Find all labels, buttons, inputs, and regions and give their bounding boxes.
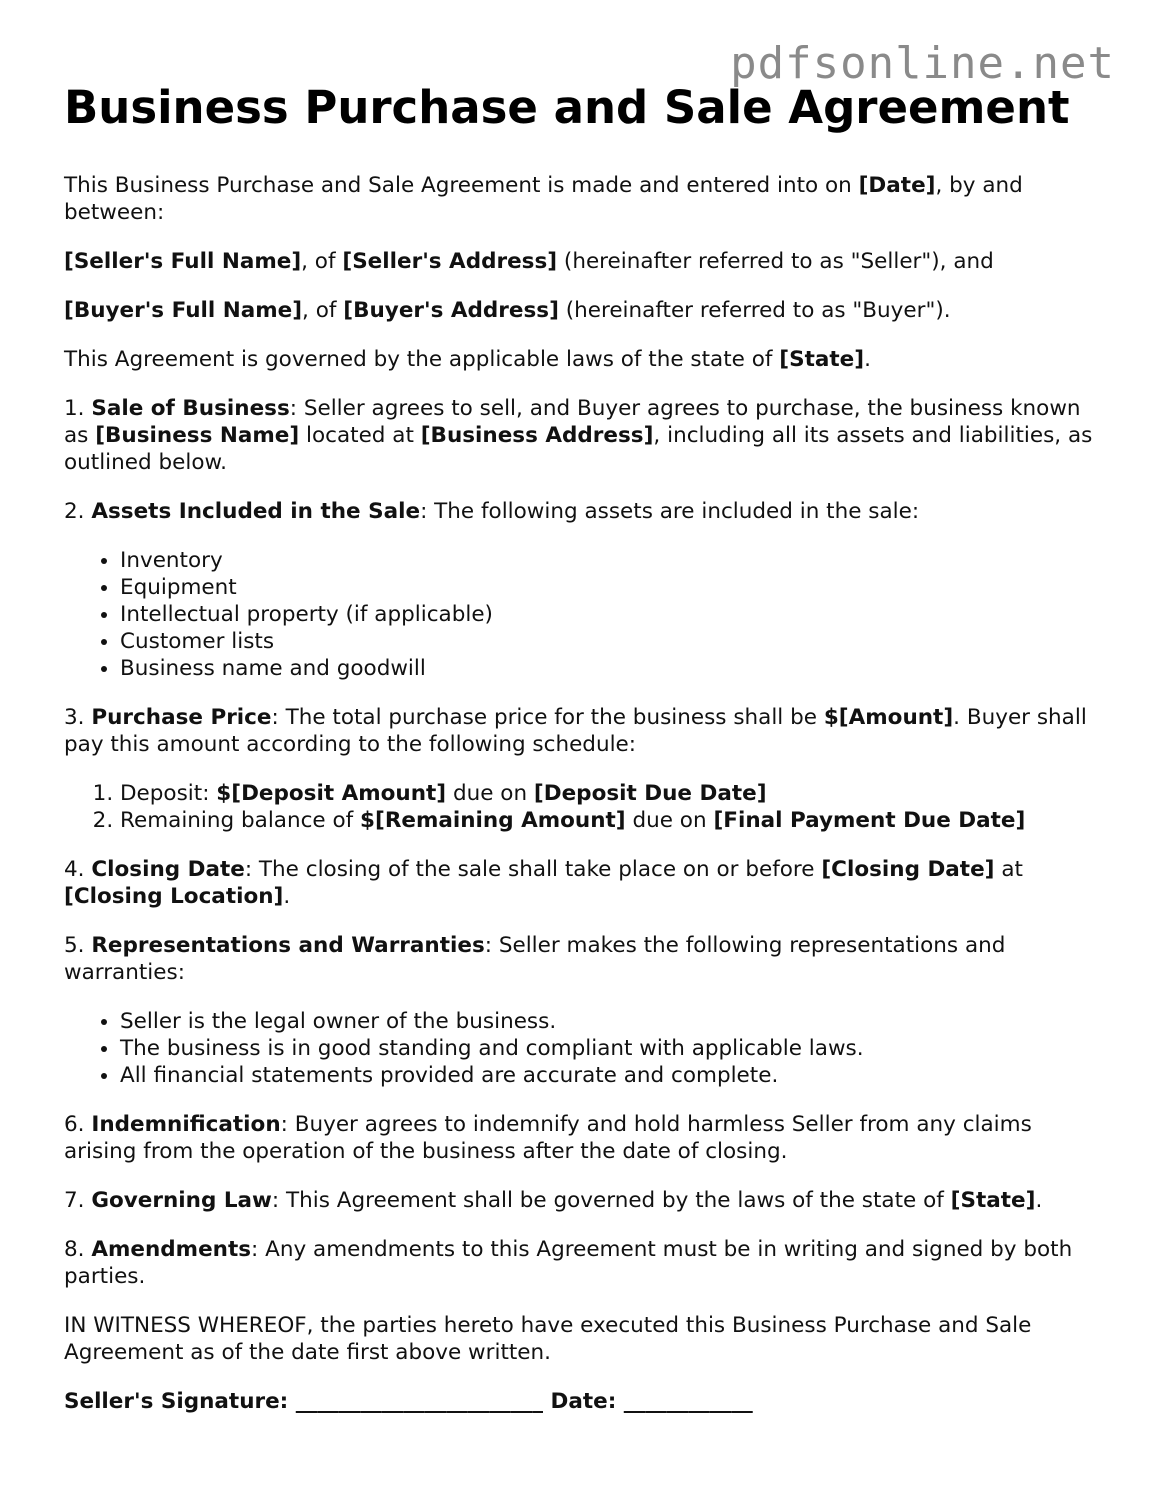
section-governing-law: 7. Governing Law: This Agreement shall be governed by the laws of the state of [State]. — [64, 1188, 1043, 1213]
list-item: 2. Remaining balance of $[Remaining Amount] due on [Final Payment Due Date] — [120, 807, 1094, 834]
list-item: • Customer lists — [120, 628, 1094, 655]
governed-paragraph: This Agreement is governed by the applicable laws of the state of [State]. — [64, 347, 871, 372]
list-item: • The business is in good standing and compliant with applicable laws. — [120, 1035, 1094, 1062]
section-closing-date: 4. Closing Date: The closing of the sale shall take place on or before [Closing Date] at [Closing Location]. — [64, 857, 1023, 909]
list-item: • Equipment — [120, 574, 1094, 601]
intro-paragraph: This Business Purchase and Sale Agreement is made and entered into on [Date], by and between: — [64, 173, 1023, 225]
section-indemnification: 6. Indemnification: Buyer agrees to indemnify and hold harmless Seller from any claims arising from the operation of the business after the date of closing. — [64, 1112, 1032, 1164]
page-title: Business Purchase and Sale Agreement — [64, 81, 1070, 134]
seller-signature-line: Seller's Signature: _______________________ Date: ____________ — [64, 1389, 753, 1414]
list-item: • Intellectual property (if applicable) — [120, 601, 1094, 628]
list-item: • Inventory — [120, 547, 1094, 574]
watermark: pdfsonline.net — [730, 38, 1115, 89]
seller-paragraph: [Seller's Full Name], of [Seller's Address] (hereinafter referred to as "Seller"), and — [64, 249, 994, 274]
section-purchase-price: 3. Purchase Price: The total purchase price for the business shall be $[Amount]. Buyer shall pay this amount according to the following schedule: — [64, 705, 1087, 757]
section-assets: 2. Assets Included in the Sale: The following assets are included in the sale: — [64, 499, 920, 524]
list-item: • Seller is the legal owner of the business. — [120, 1008, 1094, 1035]
section-representations: 5. Representations and Warranties: Seller makes the following representations and warranties: — [64, 933, 1006, 985]
section-amendments: 8. Amendments: Any amendments to this Agreement must be in writing and signed by both parties. — [64, 1237, 1073, 1289]
warranties-list — [64, 1008, 1094, 1089]
section-sale-of-business: 1. Sale of Business: Seller agrees to sell, and Buyer agrees to purchase, the business known as [Business Name] located at [Business Address], including all its assets and liabilities, as outlined below. — [64, 396, 1093, 475]
list-item: • Business name and goodwill — [120, 655, 1094, 682]
list-item: 1. Deposit: $[Deposit Amount] due on [Deposit Due Date] — [120, 780, 1094, 807]
assets-list — [64, 547, 1094, 682]
list-item: • All financial statements provided are accurate and complete. — [120, 1062, 1094, 1089]
buyer-paragraph: [Buyer's Full Name], of [Buyer's Address] (hereinafter referred to as "Buyer"). — [64, 298, 951, 323]
payment-schedule-list — [64, 780, 1094, 834]
document-page — [64, 80, 1094, 1437]
witness-paragraph: IN WITNESS WHEREOF, the parties hereto have executed this Business Purchase and Sale Agreement as of the date first above written. — [64, 1313, 1032, 1365]
